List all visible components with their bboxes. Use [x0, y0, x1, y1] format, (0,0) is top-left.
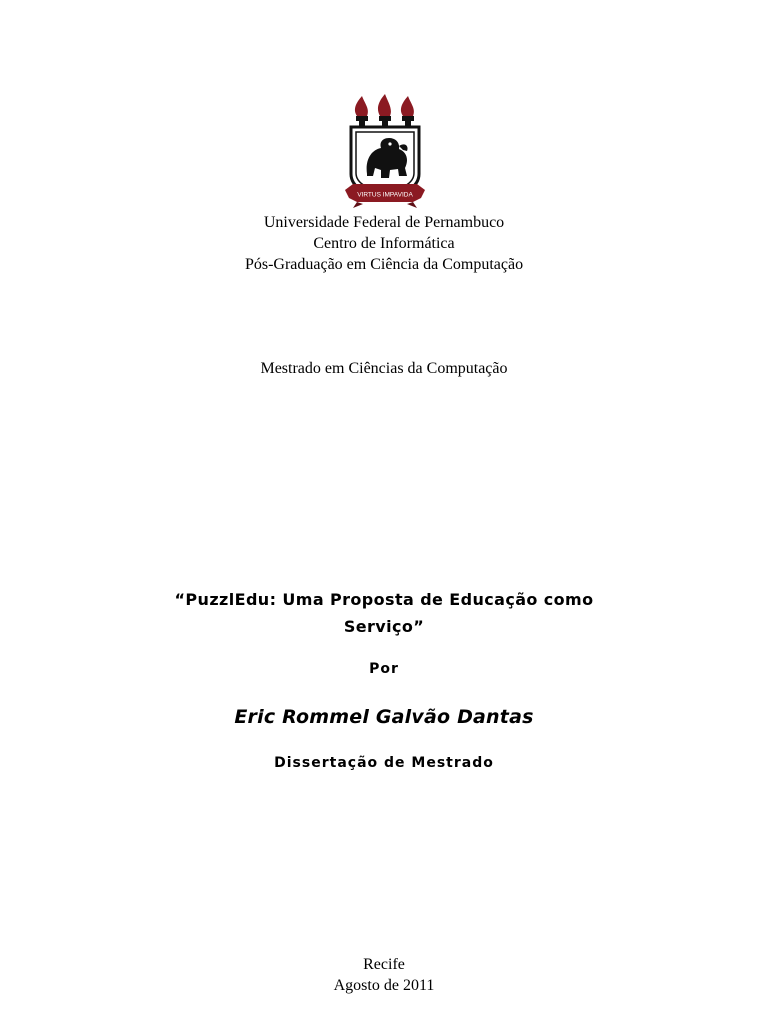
program-name: Pós-Graduação em Ciência da Computação [244, 256, 524, 273]
degree-name: Mestrado em Ciências da Computação [260, 360, 508, 377]
city: Recife [363, 956, 405, 973]
university-logo [343, 94, 427, 212]
date: Agosto de 2011 [333, 977, 435, 994]
document-type: Dissertação de Mestrado [274, 755, 494, 771]
center-name: Centro de Informática [313, 235, 455, 252]
by-label: Por [369, 661, 399, 677]
author-name: Eric Rommel Galvão Dantas [234, 706, 534, 728]
thesis-title-line-1: “PuzzlEdu: Uma Proposta de Educação como [174, 590, 594, 609]
thesis-title-line-2: Serviço” [343, 617, 425, 636]
ufpe-coat-of-arms-icon [343, 94, 427, 212]
motto-text: VIRTUS IMPAVIDA [357, 191, 413, 199]
university-name: Universidade Federal de Pernambuco [263, 214, 505, 231]
